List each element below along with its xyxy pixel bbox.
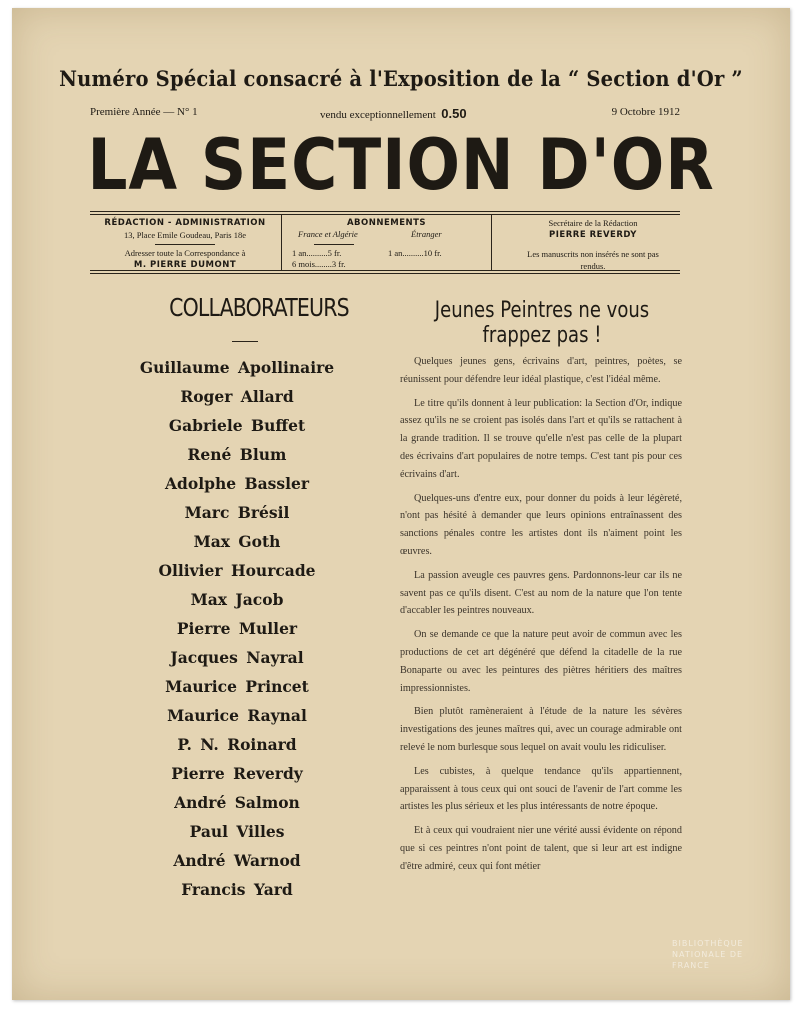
price-value: 0.50 bbox=[441, 106, 467, 121]
collaborateurs-list bbox=[132, 353, 342, 904]
article-paragraph: Quelques jeunes gens, écrivains d'art, peintres, poètes, se réunissent pour défendre leur idéal plastique, c'est l'idéal même. bbox=[400, 356, 682, 385]
library-stamp: BIBLIOTHÈQUE NATIONALE DE FRANCE bbox=[672, 939, 744, 970]
article-paragraph: Bien plutôt ramèneraient à l'étude de la nature les sévères investigations des jeunes maîtres qui, avec un courage admirable ont relevé le nom burlesque sous lequel on avait voulu les ridiculiser. bbox=[400, 706, 682, 753]
article-paragraph: Quelques-uns d'entre eux, pour donner du poids à leur légèreté, n'ont pas hésité à demander que leurs opinions entraînassent des sanctions pénales contre les artistes dont ils n'aiment point les œuvres. bbox=[400, 492, 682, 557]
article-body bbox=[400, 353, 682, 882]
subs-france-six-months: 6 mois........3 fr. bbox=[292, 259, 346, 269]
collaborator-name: Maurice Raynal bbox=[167, 706, 307, 725]
collaborator-name: Maurice Princet bbox=[165, 677, 309, 696]
collaborateurs-title: COLLABORATEURS bbox=[169, 293, 349, 322]
correspondence-name: M. PIERRE DUMONT bbox=[133, 260, 237, 270]
collaborator-name: Roger Allard bbox=[180, 387, 294, 406]
masthead-rule-bottom-thin bbox=[90, 270, 680, 271]
subs-abroad-year: 1 an..........10 fr. bbox=[388, 248, 442, 258]
collaborator-name: Ollivier Hourcade bbox=[158, 561, 316, 580]
collaborator-name: Marc Brésil bbox=[184, 503, 290, 522]
special-issue-banner: Numéro Spécial consacré à l'Exposition de la “ Section d'Or ” bbox=[59, 66, 743, 91]
collaborator-name: Max Jacob bbox=[190, 590, 284, 609]
price-label: vendu exceptionnellement bbox=[320, 109, 436, 121]
collaborator-name: Francis Yard bbox=[181, 880, 293, 899]
collaborator-name: Pierre Reverdy bbox=[171, 764, 303, 783]
redaction-address: 13, Place Emile Goudeau, Paris 18e bbox=[123, 230, 247, 240]
collaborator-name: Guillaume Apollinaire bbox=[139, 358, 335, 377]
year-issue: Première Année — N° 1 bbox=[90, 106, 198, 118]
redaction-title: RÉDACTION - ADMINISTRATION bbox=[104, 218, 266, 228]
article-paragraph: On se demande ce que la nature peut avoir de commun avec les productions de cet art dégénéré que défend la citadelle de la rue Bonaparte ou avec les peintures des piètres héritiers des maîtres impressionnistes. bbox=[400, 629, 682, 694]
collaborator-name: René Blum bbox=[187, 445, 287, 464]
manuscripts-note: Les manuscrits non insérés ne sont pas rendus. bbox=[527, 249, 659, 271]
issue-date: 9 Octobre 1912 bbox=[611, 106, 680, 118]
newspaper-page bbox=[12, 8, 790, 1000]
box-divider-left bbox=[281, 215, 282, 270]
article-paragraph: Le titre qu'ils donnent à leur publication: la Section d'Or, indique assez qu'ils ne se croient pas isolés dans l'art et qu'ils se rattachent à la grande tradition. Il se trouve qu'elle n'est pas celle de la plupart des écrivains d'art populaires de notre temps. C'est tant pis pour ces écrivains d'art. bbox=[400, 397, 682, 480]
secretary-block bbox=[504, 218, 682, 272]
article-paragraph: Et à ceux qui voudraient nier une vérité aussi évidente on répond que si ces peintres n'ont point de talent, que si leur art est indigne d'être admiré, ceux qui font métier bbox=[400, 825, 682, 872]
secretary-label: Secrétaire de la Rédaction bbox=[548, 218, 638, 228]
collaborator-name: Pierre Muller bbox=[176, 619, 298, 638]
article-paragraph: Les cubistes, à quelque tendance qu'ils appartiennent, apparaissent à tous ceux qui ont souci de l'avenir de l'art comme les artistes les plus sérieux et les plus intéressants de notre époque. bbox=[400, 765, 682, 813]
subscriptions-block bbox=[284, 218, 489, 270]
collaborateurs-separator bbox=[232, 341, 258, 342]
subs-abroad-label: Étranger bbox=[411, 229, 442, 239]
subs-france-year: 1 an..........5 fr. bbox=[292, 248, 342, 258]
secretary-name: PIERRE REVERDY bbox=[549, 230, 637, 240]
masthead-title: LA SECTION D'OR bbox=[87, 124, 715, 206]
collaborator-name: Paul Villes bbox=[189, 822, 285, 841]
redaction-divider bbox=[155, 244, 215, 245]
collaborator-name: André Salmon bbox=[174, 793, 300, 812]
subscriptions-title: ABONNEMENTS bbox=[346, 218, 427, 228]
masthead-rule-top-thin bbox=[90, 214, 680, 215]
collaborator-name: André Warnod bbox=[173, 851, 301, 870]
collaborator-name: Gabriele Buffet bbox=[168, 416, 306, 435]
article-paragraph: La passion aveugle ces pauvres gens. Pardonnons-leur car ils ne savent pas ce qu'ils disent. C'est au nom de la nature que l'on tente d'accabler les peintres nouveaux. bbox=[400, 569, 682, 617]
masthead-rule-bottom bbox=[90, 273, 680, 274]
subs-divider bbox=[314, 244, 354, 245]
masthead-rule-top bbox=[90, 211, 680, 212]
redaction-block bbox=[90, 218, 280, 270]
article-title: Jeunes Peintres ne vous frappez pas ! bbox=[434, 298, 650, 348]
correspondence-label: Adresser toute la Correspondance à bbox=[124, 248, 246, 258]
collaborator-name: Max Goth bbox=[193, 532, 281, 551]
subs-france-label: France et Algérie bbox=[298, 229, 358, 239]
collaborator-name: P. N. Roinard bbox=[177, 735, 297, 754]
collaborator-name: Jacques Nayral bbox=[170, 648, 304, 667]
collaborator-name: Adolphe Bassler bbox=[165, 474, 309, 493]
price bbox=[320, 106, 467, 121]
box-divider-right bbox=[491, 215, 492, 270]
